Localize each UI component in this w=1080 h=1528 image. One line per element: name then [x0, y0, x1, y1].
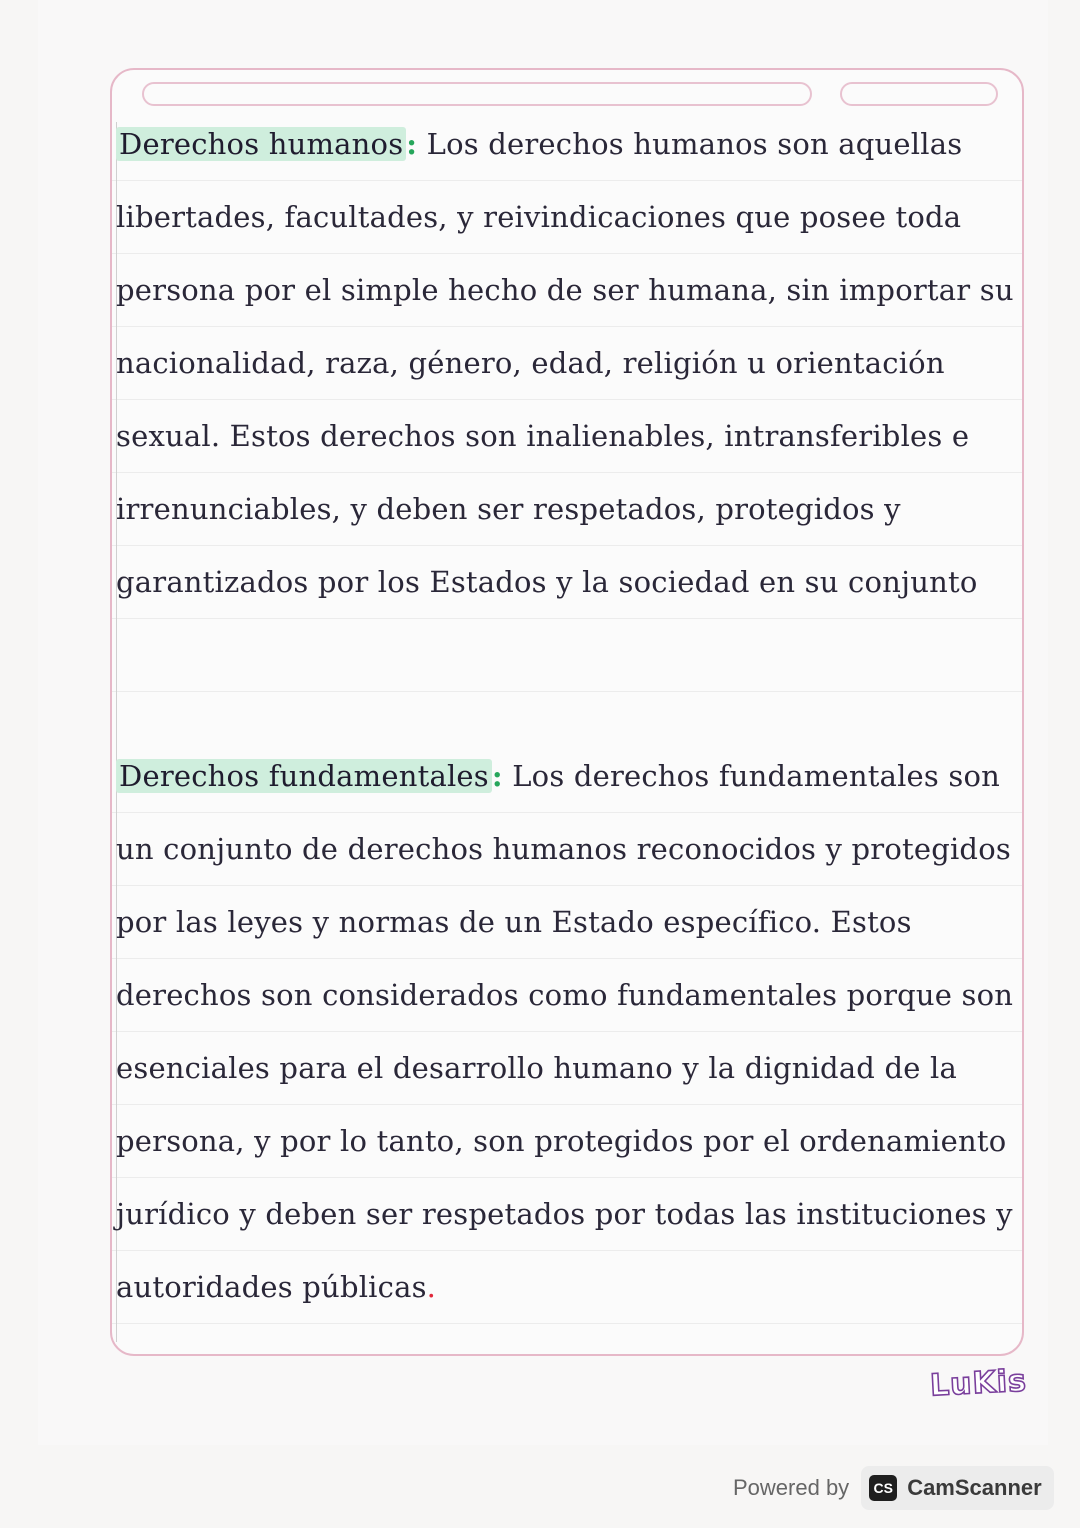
section-derechos-humanos [116, 108, 1021, 619]
author-signature: LuKis [929, 1363, 1028, 1404]
camscanner-brand: CamScanner [907, 1475, 1042, 1500]
heading-colon: : [406, 127, 418, 161]
header-date-field [840, 82, 998, 106]
powered-by-label: Powered by [733, 1475, 850, 1500]
section-body: Los derechos humanos son aquellas libertades, facultades, y reivindicaciones que posee toda persona por el simple hecho de ser humana, sin importar su nacionalidad, raza, género, edad, religión u orientación sexual. Estos derechos son inalienables, intransferibles e irrenunciables, y deben ser respetados, protegidos y garantizados por los Estados y la sociedad en su conjunto [116, 127, 1014, 599]
section-body: Los derechos fundamentales son un conjunto de derechos humanos reconocidos y protegidos por las leyes y normas de un Estado específico. Estos derechos son considerados como fundamentales porque son esenciales para el desarrollo humano y la dignidad de la persona, y por lo tanto, son protegidos por el ordenamiento jurídico y deben ser respetados por todas las instituciones y autoridades públicas [116, 759, 1014, 1304]
camscanner-badge [861, 1466, 1054, 1510]
end-mark: . [426, 1270, 437, 1304]
ruled-line [112, 691, 1022, 692]
notebook-page [110, 68, 1024, 1356]
camscanner-logo-icon: CS [869, 1475, 897, 1501]
heading-colon: : [491, 759, 503, 793]
section-heading: Derechos fundamentales [116, 759, 492, 793]
scanned-page [38, 0, 1048, 1445]
section-derechos-fundamentales [116, 740, 1021, 1324]
section-heading: Derechos humanos [116, 127, 406, 161]
header-title-field [142, 82, 812, 106]
camscanner-watermark [733, 1466, 1054, 1510]
